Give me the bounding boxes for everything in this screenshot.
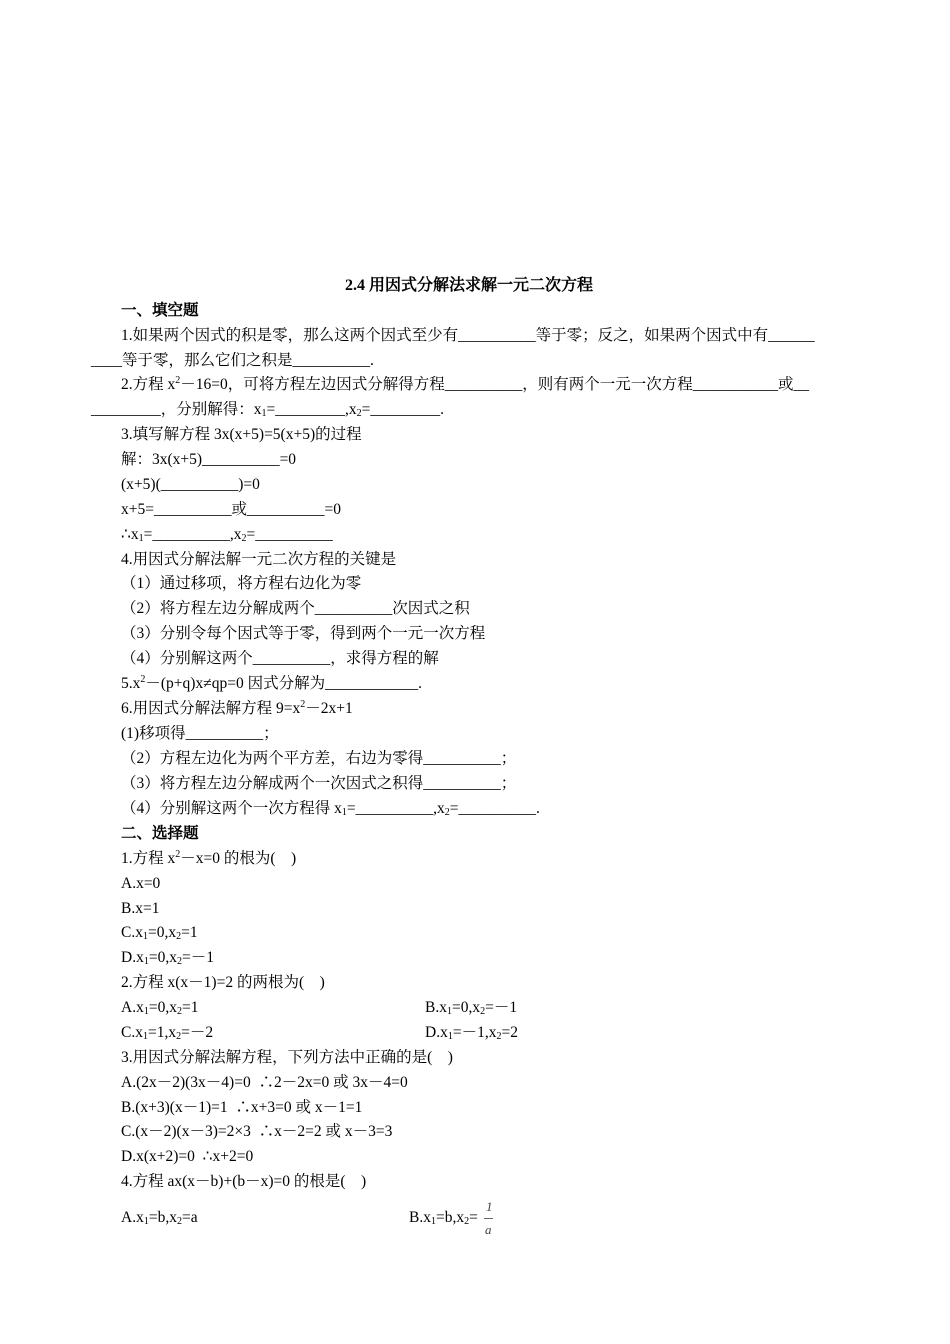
c3-option-a: A.(2x－2)(3x－4)=0 ∴2－2x=0 或 3x－4=0 xyxy=(121,1074,408,1091)
c2-option-a: $A.x_1=0,x_2=1$ xyxy=(121,999,199,1017)
q6-line1: 6.用因式分解法解方程 $9=x^2-2x+1$ xyxy=(121,699,353,717)
q6-line2: (1)移项得__________； xyxy=(121,725,279,742)
q3-line4: x+5=__________或__________=0 xyxy=(121,501,341,518)
c2-stem: 2.方程 x(x－1)=2 的两根为( ) xyxy=(121,974,325,991)
q2-line2: _________，分别解得：$x_1=\_\_\_\_\_\_\_\_\_,x_2=\_\_\_\_\_\_\_\_\_$. xyxy=(91,401,445,419)
q1-line2: ____等于零，那么它们之积是__________. xyxy=(91,352,374,369)
q3-line2: 解：3x(x+5)__________=0 xyxy=(121,451,297,468)
q4-line3: （2）将方程左边分解成两个__________次因式之积 xyxy=(121,600,470,617)
q1-line1: 1.如果两个因式的积是零，那么这两个因式至少有__________等于零；反之，如果两个因式中有______ xyxy=(121,327,815,344)
q6-line3: （2）方程左边化为两个平方差，右边为零得__________； xyxy=(121,750,517,767)
q6-line4: （3）将方程左边分解成两个一次因式之积得__________； xyxy=(121,775,517,792)
c4-fraction-bar xyxy=(484,1218,493,1219)
section-multiple-choice: 二、选择题 xyxy=(121,825,199,842)
c4-fraction-numerator: 1 xyxy=(486,1199,493,1214)
c3-option-b: B.(x+3)(x－1)=1 ∴x+3=0 或 x－1=1 xyxy=(121,1099,363,1116)
c1-option-b: B.x=1 xyxy=(121,900,160,917)
c1-option-d: $D.x_1=0,x_2=-1$ xyxy=(121,949,214,967)
c3-option-c: C.(x－2)(x－3)=2×3 ∴x－2=2 或 x－3=3 xyxy=(121,1123,393,1140)
q3-line3: (x+5)(__________)=0 xyxy=(121,476,260,493)
c4-option-a: $A.x_1=b,x_2=a$ xyxy=(121,1209,198,1227)
c1-option-a: A.x=0 xyxy=(121,875,161,892)
section-fill-in: 一、填空题 xyxy=(121,302,199,319)
c2-option-b: $B.x_1=0,x_2=-1$ xyxy=(425,999,518,1017)
q4-line2: （1）通过移项，将方程右边化为零 xyxy=(121,575,362,592)
c1-option-c: $C.x_1=0,x_2=1$ xyxy=(121,924,198,942)
q4-line4: （3）分别令每个因式等于零，得到两个一元一次方程 xyxy=(121,625,486,642)
q4-line5: （4）分别解这两个__________，求得方程的解 xyxy=(121,650,439,667)
q6-line5: （4）分别解这两个一次方程得 $x_1=\_\_\_\_\_\_\_\_\_\_,x_2=\_\_\_\_\_\_\_\_\_\_$. xyxy=(121,800,540,818)
c2-option-c: $C.x_1=1,x_2=-2$ xyxy=(121,1024,214,1042)
c4-option-b: $B.x_1=b,x_2=$ xyxy=(409,1209,478,1227)
c4-fraction-denominator: a xyxy=(485,1222,492,1237)
c4-stem: 4.方程 ax(x－b)+(b－x)=0 的根是( ) xyxy=(121,1173,367,1190)
q3-line5: $\therefore x_1=\_\_\_\_\_\_\_\_\_\_,x_2=\_\_\_\_\_\_\_\_\_\_$ xyxy=(121,526,333,544)
c3-option-d: D.x(x+2)=0 ∴x+2=0 xyxy=(121,1148,254,1165)
q2-line1: 2.方程 $x^2-16=0$，可将方程左边因式分解得方程__________，则有两个一元一次方程___________或__ xyxy=(121,375,810,393)
c1-stem: 1.方程 $x^2-x=0$ 的根为( ) xyxy=(121,849,297,867)
page-title: 2.4 用因式分解法求解一元二次方程 xyxy=(345,277,594,294)
c2-option-d: $D.x_1=-1,x_2=2$ xyxy=(425,1024,518,1042)
q5-line: $5.x^2-(p+q)x\ne qp=0$ 因式分解为____________. xyxy=(121,674,422,692)
q3-line1: 3.填写解方程 3x(x+5)=5(x+5)的过程 xyxy=(121,426,362,443)
q4-line1: 4.用因式分解法解一元二次方程的关键是 xyxy=(121,551,397,568)
c3-stem: 3.用因式分解法解方程，下列方法中正确的是( ) xyxy=(121,1049,453,1066)
